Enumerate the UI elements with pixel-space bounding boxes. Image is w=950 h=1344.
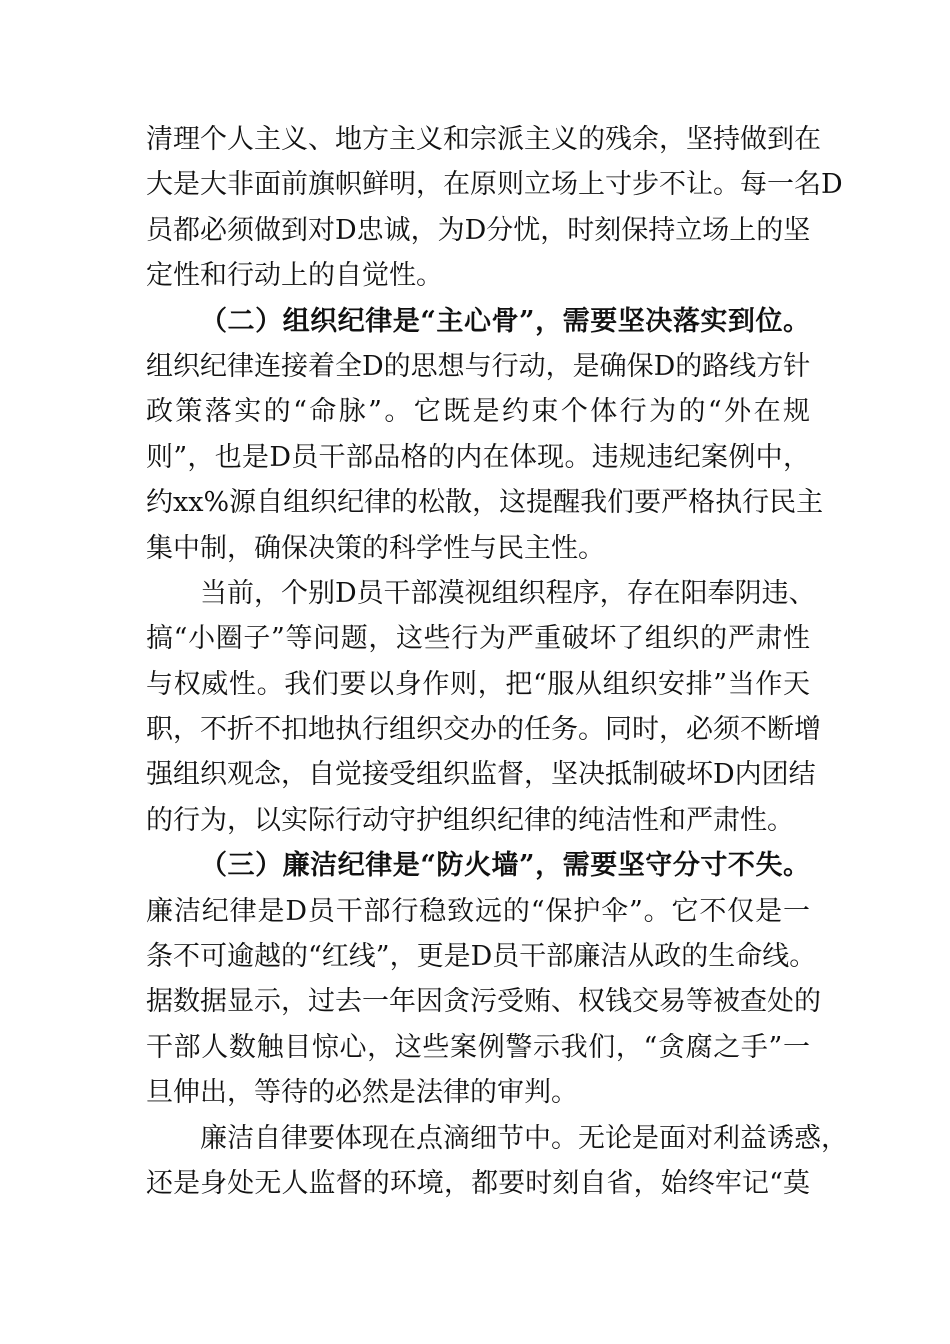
paragraph-line: 组织纪律连接着全D的思想与行动，是确保D的路线方针 xyxy=(146,350,811,382)
paragraph-line: 职，不折不扣地执行组织交办的任务。同时，必须不断增 xyxy=(146,714,821,746)
paragraph-line: 则”，也是D员干部品格的内在体现。违规违纪案例中， xyxy=(146,441,810,473)
paragraph-line: 强组织观念，自觉接受组织监督，坚决抵制破坏D内团结 xyxy=(146,759,816,791)
paragraph-line: 干部人数触目惊心，这些案例警示我们，“贪腐之手”一 xyxy=(146,1031,810,1063)
paragraph-line: 约xx%源自组织纪律的松散，这提醒我们要严格执行民主 xyxy=(146,487,824,519)
section-heading-line: （三）廉洁纪律是“防火墙”，需要坚守分寸不失。 xyxy=(200,850,810,882)
paragraph-line: 与权威性。我们要以身作则，把“服从组织安排”当作天 xyxy=(146,668,810,700)
paragraph-line: 当前，个别D员干部漠视组织程序，存在阳奉阴违、 xyxy=(200,577,816,609)
paragraph-line: 政策落实的“命脉”。它既是约束个体行为的“外在规 xyxy=(146,396,810,428)
paragraph-line: 搞“小圈子”等问题，这些行为严重破坏了组织的严肃性 xyxy=(146,623,810,655)
section-heading-line: （二）组织纪律是“主心骨”，需要坚决落实到位。 xyxy=(200,305,810,337)
paragraph-line: 的行为，以实际行动守护组织纪律的纯洁性和严肃性。 xyxy=(146,804,794,836)
paragraph-line: 廉洁自律要体现在点滴细节中。无论是面对利益诱惑， xyxy=(200,1122,848,1154)
paragraph-line: 据数据显示，过去一年因贪污受贿、权钱交易等被查处的 xyxy=(146,986,821,1018)
paragraph-line: 集中制，确保决策的科学性与民主性。 xyxy=(146,532,605,564)
paragraph-line: 旦伸出，等待的必然是法律的审判。 xyxy=(146,1077,578,1109)
paragraph-line: 大是大非面前旗帜鲜明，在原则立场上寸步不让。每一名D xyxy=(146,169,843,201)
paragraph-line: 员都必须做到对D忠诚，为D分忧，时刻保持立场上的坚 xyxy=(146,214,811,246)
paragraph-line: 定性和行动上的自觉性。 xyxy=(146,260,443,292)
document-body xyxy=(146,117,848,1206)
paragraph-line: 还是身处无人监督的环境，都要时刻自省，始终牢记“莫 xyxy=(146,1167,810,1199)
paragraph-line: 清理个人主义、地方主义和宗派主义的残余，坚持做到在 xyxy=(146,124,821,155)
paragraph-line: 廉洁纪律是D员干部行稳致远的“保护伞”。它不仅是一 xyxy=(146,895,810,927)
paragraph-line: 条不可逾越的“红线”，更是D员干部廉洁从政的生命线。 xyxy=(146,941,817,973)
